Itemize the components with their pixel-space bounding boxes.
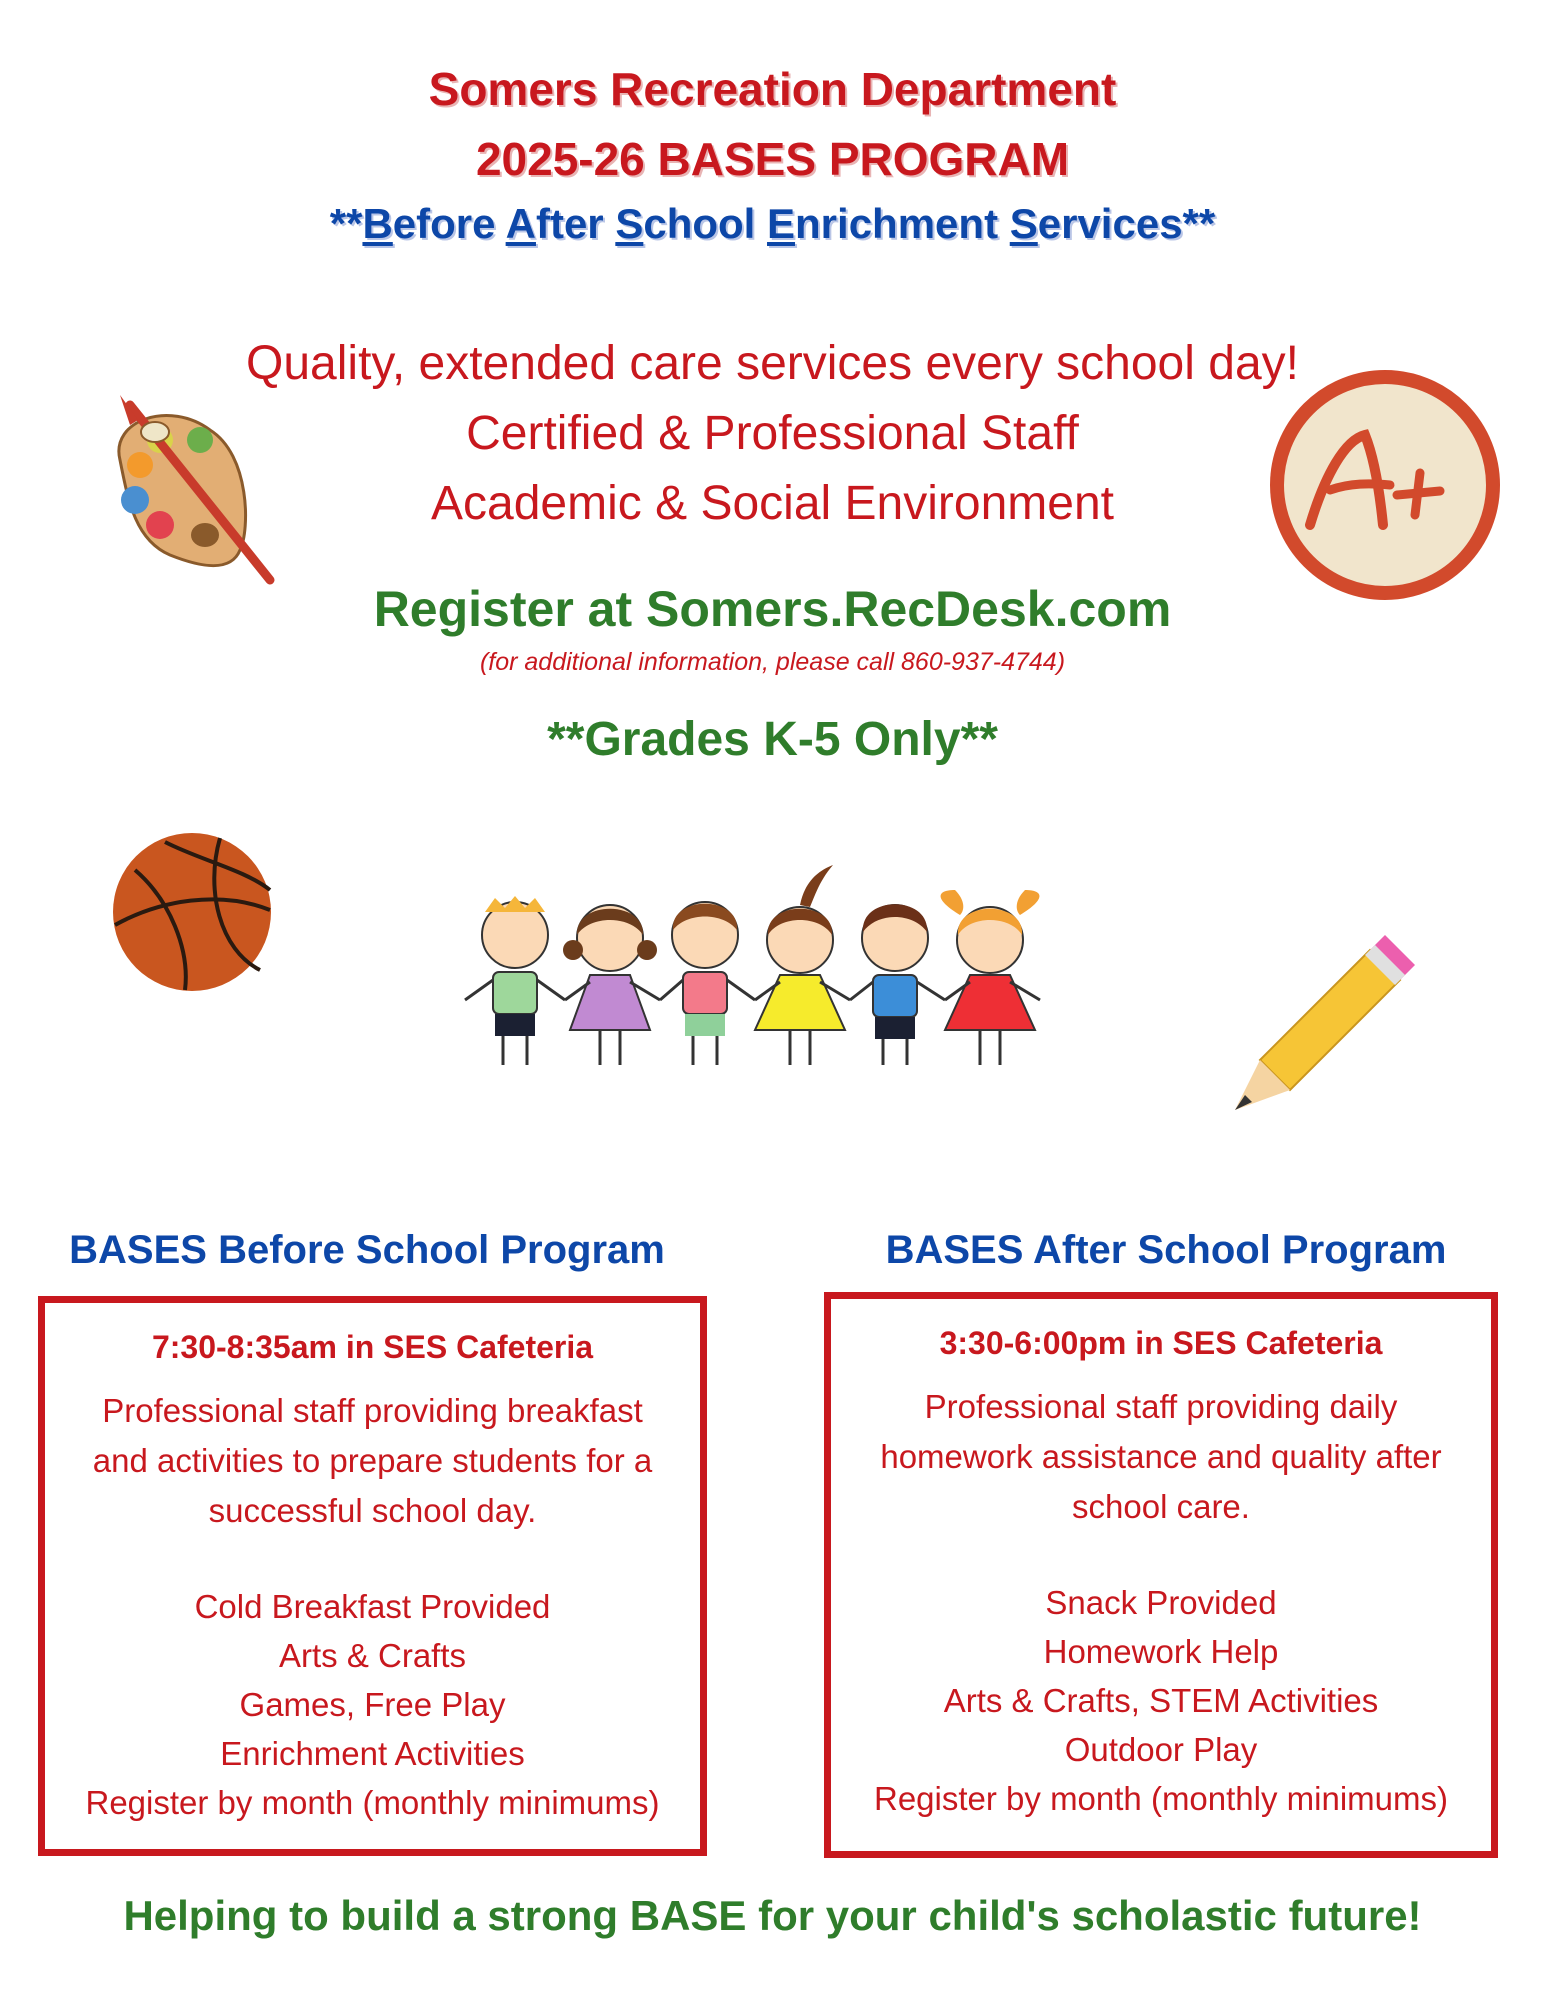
children-holding-hands-illustration (455, 860, 1075, 1080)
before-program-description (45, 1386, 700, 1536)
program-title: 2025-26 BASES PROGRAM (475, 133, 1070, 185)
contact-info: (for additional information, please call 860-937-4744) (479, 648, 1066, 676)
after-program-features (831, 1578, 1491, 1823)
description-line: school care. (1072, 1488, 1250, 1525)
list-item: Cold Breakfast Provided (194, 1588, 551, 1625)
after-program-heading: BASES After School Program (885, 1228, 1447, 1272)
subtitle-part: B (362, 200, 393, 247)
subtitle-part: nrichment (795, 200, 1010, 247)
list-item: Homework Help (1043, 1633, 1279, 1670)
subtitle-part: ** (329, 200, 363, 247)
tagline-staff: Certified & Professional Staff (466, 407, 1079, 460)
tagline-quality: Quality, extended care services every school day! (246, 337, 1299, 390)
subtitle-part: S (1009, 200, 1038, 247)
before-program-features (45, 1582, 700, 1827)
program-subtitle (0, 200, 1545, 248)
closing-slogan: Helping to build a strong BASE for your child's scholastic future! (123, 1892, 1422, 1939)
list-item: Snack Provided (1045, 1584, 1277, 1621)
description-line: successful school day. (208, 1492, 537, 1529)
page-title: Somers Recreation Department (428, 63, 1117, 115)
before-program-heading: BASES Before School Program (69, 1228, 665, 1272)
subtitle-part: S (615, 200, 644, 247)
subtitle-part: fter (535, 200, 616, 247)
list-item: Arts & Crafts (278, 1637, 467, 1674)
list-item: Register by month (monthly minimums) (85, 1784, 660, 1821)
description-line: Professional staff providing breakfast (102, 1392, 643, 1429)
tagline-environment: Academic & Social Environment (431, 477, 1114, 530)
description-line: homework assistance and quality after (880, 1438, 1442, 1475)
description-line: Professional staff providing daily (924, 1388, 1398, 1425)
register-link[interactable]: Register at Somers.RecDesk.com (373, 581, 1172, 637)
subtitle-part: ervices** (1037, 200, 1216, 247)
before-program-time: 7:30-8:35am in SES Cafeteria (151, 1329, 594, 1365)
subtitle-part: A (505, 200, 536, 247)
before-program-box (38, 1296, 707, 1856)
after-program-box (824, 1292, 1498, 1858)
pencil-icon (1220, 930, 1420, 1120)
basketball-icon (110, 830, 275, 995)
list-item: Outdoor Play (1064, 1731, 1258, 1768)
after-program-description (831, 1382, 1491, 1532)
subtitle-part: efore (392, 200, 506, 247)
grades-note: **Grades K-5 Only** (547, 713, 998, 766)
list-item: Arts & Crafts, STEM Activities (943, 1682, 1379, 1719)
list-item: Register by month (monthly minimums) (874, 1780, 1448, 1817)
list-item: Games, Free Play (239, 1686, 506, 1723)
paint-palette-icon (100, 390, 290, 600)
description-line: and activities to prepare students for a (92, 1442, 653, 1479)
a-plus-grade-icon (1265, 365, 1505, 605)
list-item: Enrichment Activities (220, 1735, 525, 1772)
subtitle-part: E (767, 200, 796, 247)
subtitle-part: chool (643, 200, 768, 247)
after-program-time: 3:30-6:00pm in SES Cafeteria (939, 1325, 1383, 1361)
